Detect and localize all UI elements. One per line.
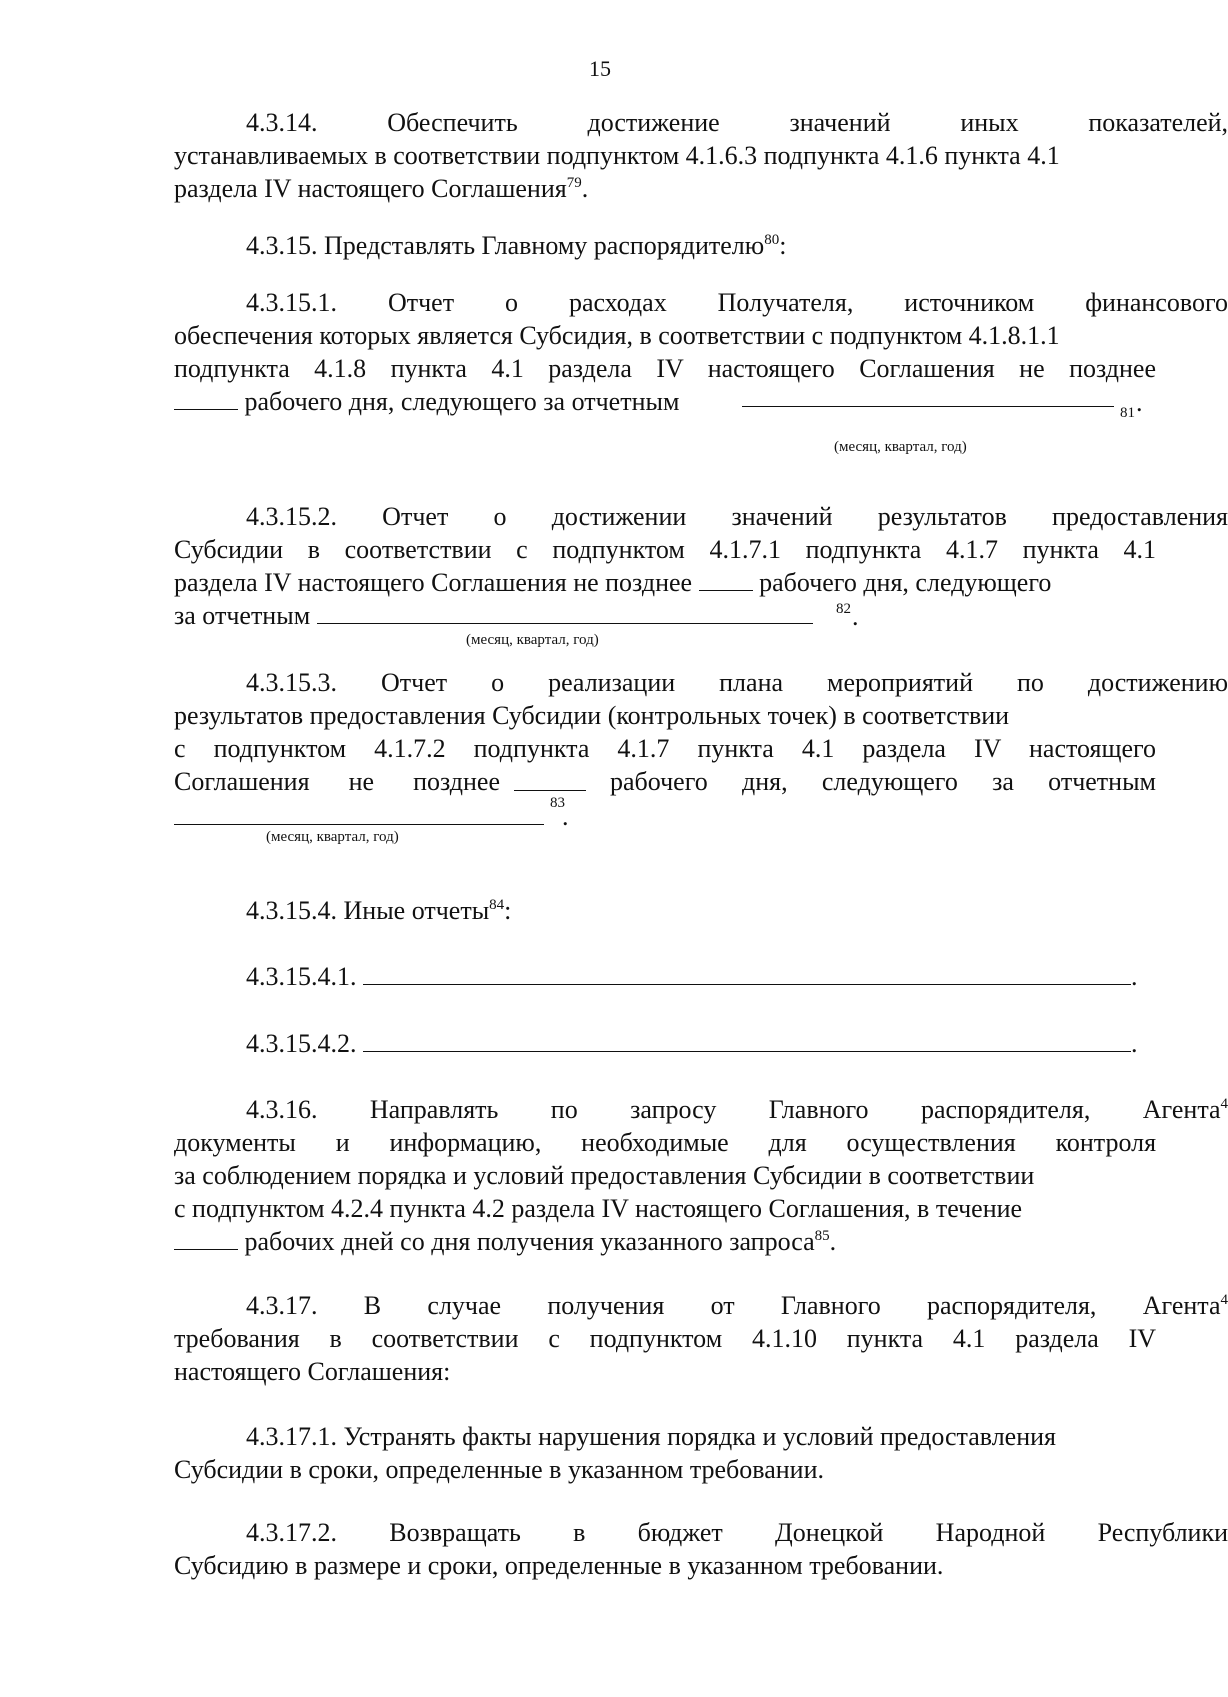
footnote-4: 4 <box>1220 1096 1228 1112</box>
p-4-3-16-line4: с подпунктом 4.2.4 пункта 4.2 раздела IV настоящего Соглашения, в течение <box>174 1194 1023 1223</box>
p-4-3-15-1-line2: обеспечения которых является Субсидия, в соответствии с подпунктом 4.1.8.1.1 <box>174 321 1060 350</box>
footnote-79: 79 <box>566 175 582 191</box>
caption-period: (месяц, квартал, год) <box>466 632 599 648</box>
caption-period: (месяц, квартал, год) <box>834 439 967 455</box>
p-4-3-15-4: 4.3.15.4. Иные отчеты$^{84}$: <box>246 896 512 925</box>
caption-period: (месяц, квартал, год) <box>266 829 399 845</box>
footnote-80: 80 <box>764 232 780 248</box>
period-dot: . <box>562 802 569 831</box>
p-4-3-14-line2: устанавливаемых в соответствии подпунктом 4.1.6.3 подпункта 4.1.6 пункта 4.1 <box>174 141 1060 170</box>
footnote-83: 83 <box>550 795 565 811</box>
p-4-3-15-4-1: 4.3.15.4.1. . <box>246 962 1138 991</box>
p-4-3-15-4-2: 4.3.15.4.2. . <box>246 1029 1138 1058</box>
blank-days-field[interactable] <box>174 1225 238 1250</box>
p-4-3-15-2-line4: за отчетным <box>174 599 1156 632</box>
p-4-3-15-2-line1: 4.3.15.2. Отчет о достижении значений результатов предоставления <box>246 502 1228 531</box>
footnote-84: 84 <box>489 897 505 913</box>
p-4-3-17-1-line2: Субсидии в сроки, определенные в указанном требовании. <box>174 1455 824 1484</box>
p-4-3-15-3-line4a: Соглашения не позднее <box>174 767 500 796</box>
period-dot: . <box>1136 388 1143 417</box>
footnote-81: 81 <box>1120 405 1135 421</box>
p-4-3-15: 4.3.15. Представлять Главному распорядителю$^{80}$: <box>246 231 787 260</box>
p-4-3-15-1-line1: 4.3.15.1. Отчет о расходах Получателя, источником финансового <box>246 288 1228 317</box>
p-4-3-15-2-line2: Субсидии в соответствии с подпунктом 4.1.7.1 подпункта 4.1.7 пункта 4.1 <box>174 535 1157 564</box>
p-4-3-15-1-line4: рабочего дня, следующего за отчетным <box>174 385 1156 418</box>
p-4-3-16-line1: 4.3.16. Направлять по запросу Главного распорядителя, Агента$^4$ <box>246 1095 1228 1124</box>
p-4-3-17-2-line2: Субсидию в размере и сроки, определенные в указанном требовании. <box>174 1551 944 1580</box>
p-4-3-15-1-line3: подпункта 4.1.8 пункта 4.1 раздела IV настоящего Соглашения не позднее <box>174 354 1156 383</box>
blank-workday-field[interactable] <box>174 385 238 410</box>
p-4-3-15-3-line4b: рабочего дня, следующего за отчетным <box>610 767 1157 796</box>
blank-report-field[interactable] <box>363 1027 1131 1052</box>
blank-period-field[interactable] <box>317 599 813 624</box>
p-4-3-17-line1: 4.3.17. В случае получения от Главного распорядителя, Агента$^4$ <box>246 1291 1228 1320</box>
p-4-3-17-2-line1: 4.3.17.2. Возвращать в бюджет Донецкой Народной Республики <box>246 1518 1228 1547</box>
p-4-3-15-3-line2: результатов предоставления Субсидии (контрольных точек) в соответствии <box>174 701 1010 730</box>
p-4-3-16-line3: за соблюдением порядка и условий предоставления Субсидии в соответствии <box>174 1161 1035 1190</box>
blank-report-field[interactable] <box>363 960 1131 985</box>
blank-workday-field[interactable] <box>514 766 586 791</box>
page-number: 15 <box>589 56 611 81</box>
p-4-3-16-line2: документы и информацию, необходимые для осуществления контроля <box>174 1128 1157 1157</box>
blank-period-field[interactable] <box>742 382 1114 407</box>
p-4-3-15-3-line1: 4.3.15.3. Отчет о реализации плана мероприятий по достижению <box>246 668 1228 697</box>
p-4-3-17-line3: настоящего Соглашения: <box>174 1357 451 1386</box>
p-4-3-16-line5: рабочих дней со дня получения указанного запроса$^{85}$. <box>174 1225 1156 1258</box>
p-4-3-14-line3: раздела IV настоящего Соглашения$^{79}$. <box>174 174 589 203</box>
period-dot: . <box>852 602 859 631</box>
footnote-85: 85 <box>814 1228 830 1244</box>
blank-period-field[interactable] <box>174 800 544 825</box>
p-4-3-15-3-line3: с подпунктом 4.1.7.2 подпункта 4.1.7 пункта 4.1 раздела IV настоящего <box>174 734 1157 763</box>
blank-workday-field[interactable] <box>699 566 753 591</box>
p-4-3-15-2-line3: раздела IV настоящего Соглашения не позднее рабочего дня, следующего <box>174 568 1052 597</box>
p-4-3-14-line1: 4.3.14. Обеспечить достижение значений иных показателей, <box>246 108 1228 137</box>
p-4-3-17-line2: требования в соответствии с подпунктом 4.1.10 пункта 4.1 раздела IV <box>174 1324 1157 1353</box>
footnote-82: 82 <box>836 601 851 617</box>
p-4-3-17-1-line1: 4.3.17.1. Устранять факты нарушения порядка и условий предоставления <box>246 1422 1056 1451</box>
footnote-4: 4 <box>1220 1292 1228 1308</box>
